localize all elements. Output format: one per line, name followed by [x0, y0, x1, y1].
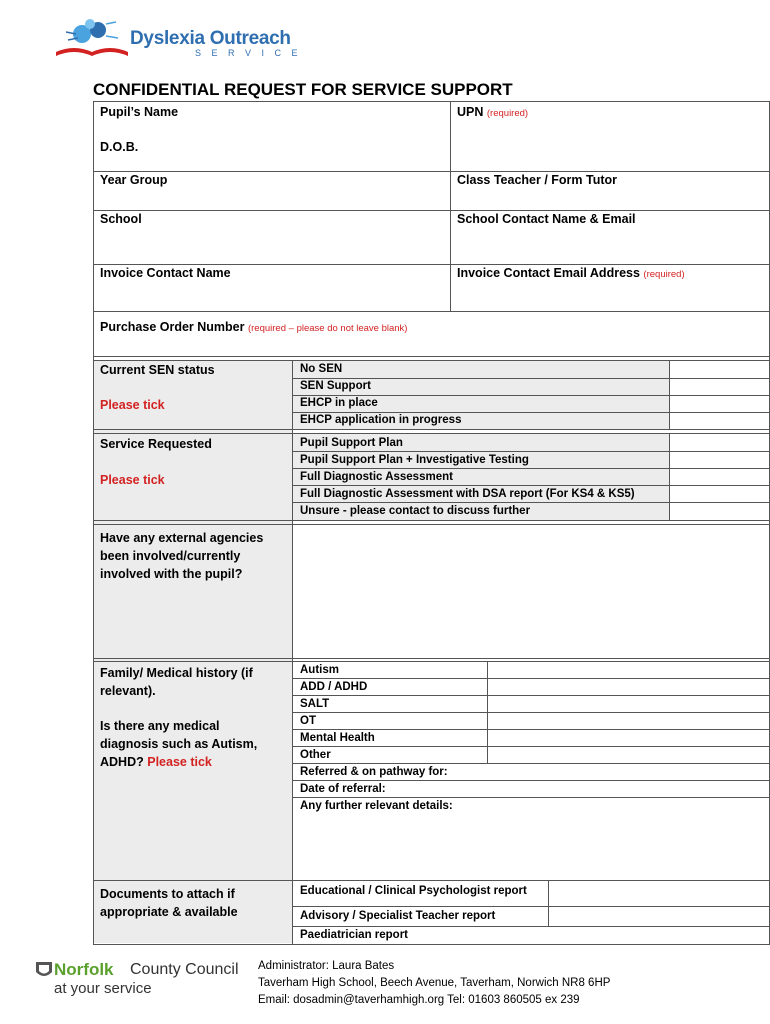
po-number-field[interactable]: [94, 338, 769, 355]
po-required-note: (required – please do not leave blank): [247, 323, 408, 334]
class-teacher-label: Class Teacher / Form Tutor: [457, 173, 617, 187]
medical-option-other: Other: [300, 749, 331, 761]
medical-tickbox-salt[interactable]: [488, 696, 769, 712]
year-group-label: Year Group: [100, 173, 168, 187]
service-please-tick: Please tick: [100, 473, 165, 487]
service-option-unsure: Unsure - please contact to discuss further: [300, 505, 531, 517]
agencies-field[interactable]: [293, 525, 769, 658]
agencies-label: Have any external agencies been involved/currently involved with the pupil?: [100, 531, 264, 581]
logo-sub: S E R V I C E: [195, 48, 302, 58]
service-requested-label: Service Requested: [100, 437, 212, 451]
medical-tickbox-autism[interactable]: [488, 662, 769, 678]
norfolk-county-council-logo: [34, 960, 244, 1000]
further-details-field[interactable]: [293, 816, 769, 879]
invoice-name-field[interactable]: [94, 284, 450, 310]
school-contact-label: School Contact Name & Email: [457, 212, 636, 226]
school-label: School: [100, 212, 142, 226]
medical-tickbox-mental-health[interactable]: [488, 730, 769, 746]
sen-tickbox-ehcp-in-place[interactable]: [670, 396, 769, 412]
book-logo-icon: [52, 14, 132, 60]
sen-tickbox-sen-support[interactable]: [670, 379, 769, 395]
medical-option-mental-health: Mental Health: [300, 732, 375, 744]
council-name-2: County Council: [130, 961, 239, 978]
sen-option-ehcp-in-place: EHCP in place: [300, 397, 378, 409]
norfolk-crest-icon: [34, 960, 54, 980]
service-tickbox-psp[interactable]: [670, 434, 769, 451]
sen-option-sen-support: SEN Support: [300, 380, 371, 392]
po-number-label: Purchase Order Number (required – please do not leave blank): [100, 320, 408, 334]
family-please-tick: Please tick: [147, 755, 212, 769]
medical-tickbox-other[interactable]: [488, 747, 769, 763]
page-title: CONFIDENTIAL REQUEST FOR SERVICE SUPPORT: [93, 80, 513, 99]
sen-please-tick: Please tick: [100, 398, 165, 412]
dob-field[interactable]: [94, 157, 450, 170]
service-option-full-diagnostic: Full Diagnostic Assessment: [300, 471, 453, 483]
year-group-field[interactable]: [94, 190, 450, 209]
medical-option-ot: OT: [300, 715, 316, 727]
pupil-name-label: Pupil’s Name: [100, 105, 179, 119]
service-option-psp-testing: Pupil Support Plan + Investigative Testing: [300, 454, 529, 466]
invoice-name-label: Invoice Contact Name: [100, 266, 231, 280]
referred-pathway-label: Referred & on pathway for:: [300, 766, 448, 778]
service-tickbox-psp-testing[interactable]: [670, 452, 769, 468]
school-contact-field[interactable]: [451, 230, 769, 263]
service-tickbox-full-diagnostic[interactable]: [670, 469, 769, 485]
dob-label: D.O.B.: [100, 140, 139, 154]
medical-tickbox-ot[interactable]: [488, 713, 769, 729]
doc-tickbox-psychologist-report[interactable]: [549, 881, 769, 906]
sen-tickbox-ehcp-application[interactable]: [670, 413, 769, 429]
service-tickbox-unsure[interactable]: [670, 503, 769, 520]
family-medical-label: Family/ Medical history (if relevant). Is there any medical diagnosis such as Autism, ADHD? Please tick: [100, 666, 258, 769]
school-field[interactable]: [94, 230, 450, 263]
footer-address: Taverham High School, Beech Avenue, Taverham, Norwich NR8 6HP: [258, 977, 611, 989]
doc-option-psychologist-report: Educational / Clinical Psychologist report: [300, 885, 527, 897]
service-tickbox-full-diagnostic-dsa[interactable]: [670, 486, 769, 502]
dyslexia-outreach-logo: [52, 14, 332, 60]
documents-label: Documents to attach if appropriate & available: [100, 887, 238, 919]
sen-status-label: Current SEN status: [100, 363, 215, 377]
sen-option-no-sen: No SEN: [300, 363, 343, 375]
doc-tickbox-specialist-teacher-report[interactable]: [549, 907, 769, 926]
logo-name: Dyslexia Outreach: [130, 28, 291, 49]
invoice-email-field[interactable]: [451, 284, 769, 310]
footer-admin: Administrator: Laura Bates: [258, 960, 395, 972]
upn-field[interactable]: [451, 122, 769, 170]
doc-tickbox-paediatrician-report[interactable]: [549, 927, 769, 944]
invoice-email-label: Invoice Contact Email Address (required): [457, 266, 685, 280]
medical-option-add-adhd: ADD / ADHD: [300, 681, 368, 693]
upn-required-note: (required): [486, 108, 529, 119]
sen-option-ehcp-application: EHCP application in progress: [300, 414, 462, 426]
further-details-label: Any further relevant details:: [300, 800, 453, 812]
medical-tickbox-add-adhd[interactable]: [488, 679, 769, 695]
class-teacher-field[interactable]: [451, 190, 769, 209]
medical-option-autism: Autism: [300, 664, 339, 676]
referral-date-label: Date of referral:: [300, 783, 386, 795]
doc-option-paediatrician-report: Paediatrician report: [300, 929, 409, 941]
footer-contact: Email: dosadmin@taverhamhigh.org Tel: 01603 860505 ex 239: [258, 994, 580, 1006]
doc-option-specialist-teacher-report: Advisory / Specialist Teacher report: [300, 910, 496, 922]
upn-label: UPN (required): [457, 105, 529, 119]
service-option-full-diagnostic-dsa: Full Diagnostic Assessment with DSA report (For KS4 & KS5): [300, 488, 635, 500]
council-name: Norfolk: [54, 960, 114, 979]
medical-option-salt: SALT: [300, 698, 330, 710]
pupil-name-field[interactable]: [94, 122, 450, 138]
sen-tickbox-no-sen[interactable]: [670, 361, 769, 378]
council-tagline: at your service: [54, 980, 152, 997]
service-option-psp: Pupil Support Plan: [300, 437, 403, 449]
invoice-email-required-note: (required): [643, 269, 685, 280]
